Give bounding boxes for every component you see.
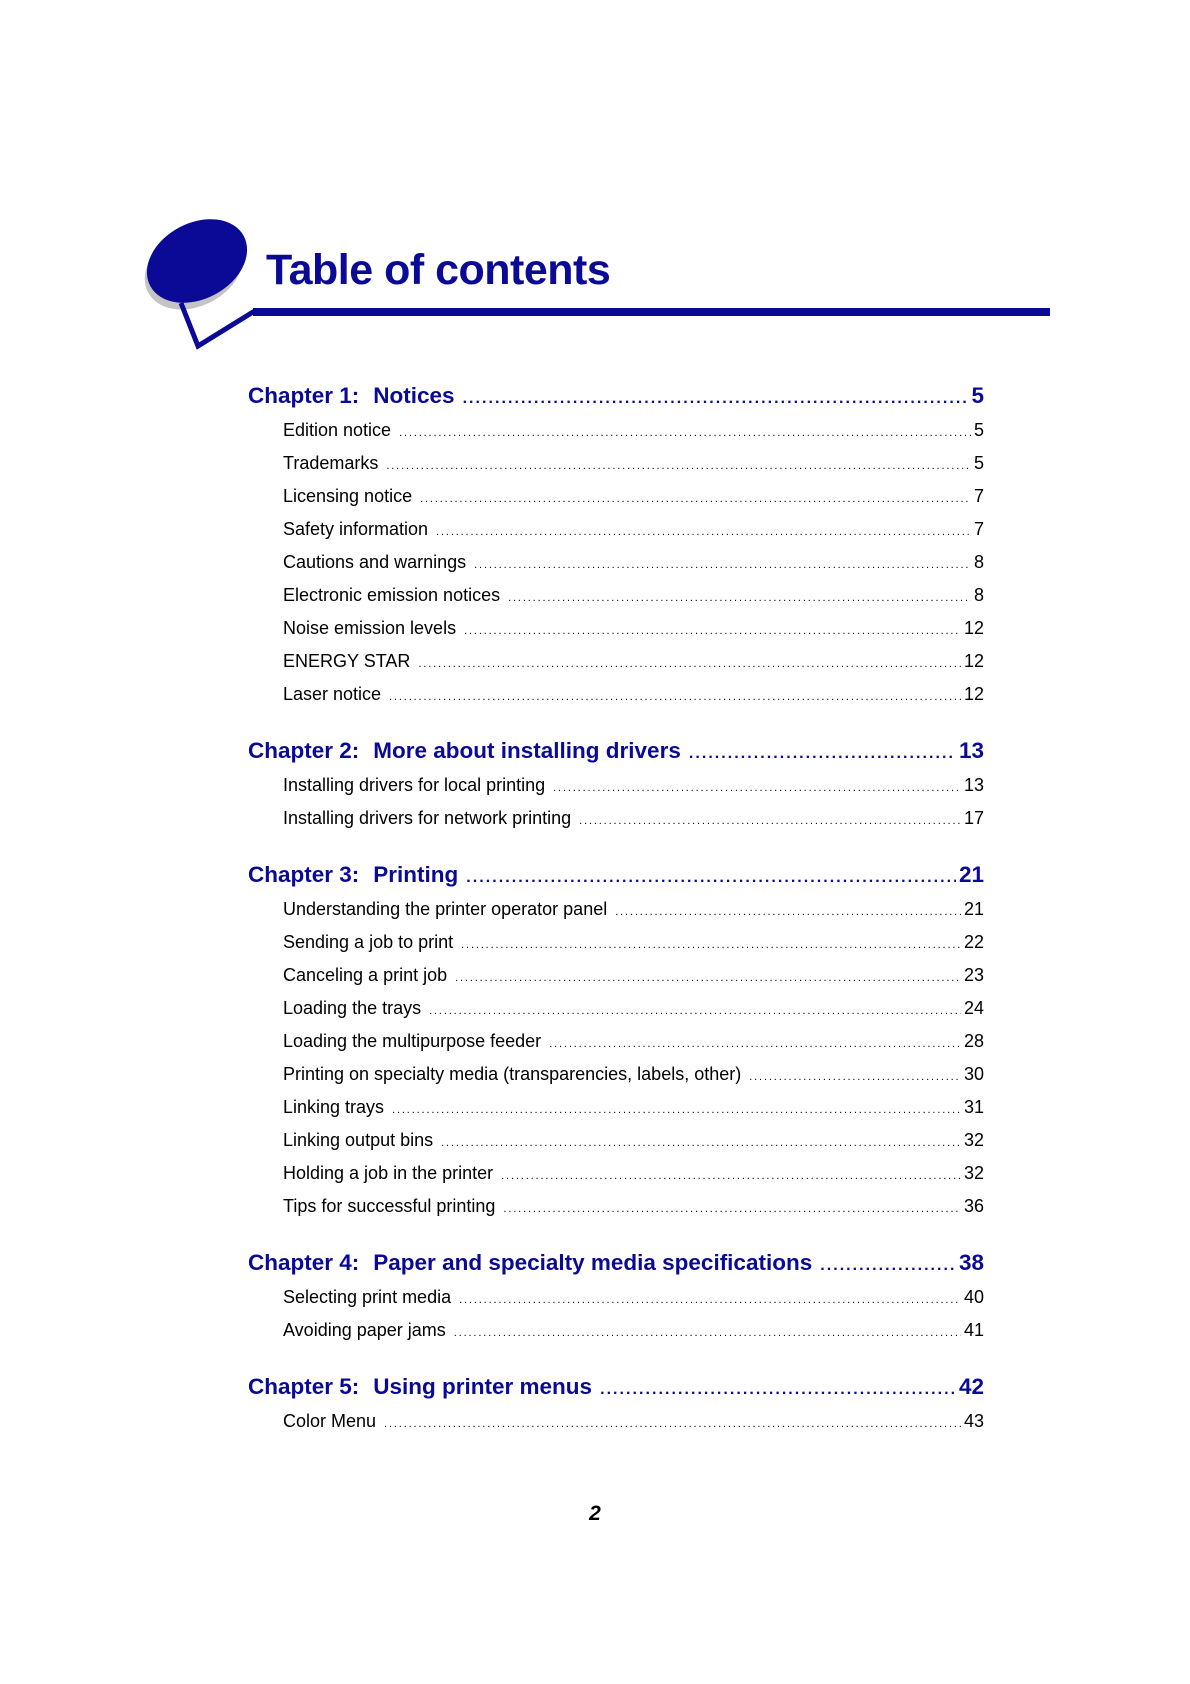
chapter-number: Chapter 5:	[248, 1374, 360, 1399]
toc-entry-link[interactable]	[248, 1314, 984, 1347]
chapter-label	[248, 1245, 820, 1281]
chapter-number: Chapter 3:	[248, 862, 360, 887]
entry-page: 7	[973, 519, 984, 539]
entry-page: 43	[963, 1411, 984, 1431]
entry-page: 5	[973, 420, 984, 440]
chapter-section	[248, 1369, 984, 1438]
entry-page: 8	[973, 585, 984, 605]
toc-entry-link[interactable]	[248, 480, 984, 513]
dot-leader	[420, 483, 971, 516]
entry-label: Electronic emission notices	[283, 585, 501, 605]
entry-label: Linking trays	[283, 1097, 385, 1117]
entry-label: Canceling a print job	[283, 965, 448, 985]
entry-page: 12	[963, 618, 984, 638]
entry-page: 23	[963, 965, 984, 985]
entry-page: 31	[963, 1097, 984, 1117]
chapter-title: Printing	[373, 862, 459, 887]
entry-label: Linking output bins	[283, 1130, 434, 1150]
entry-label: Loading the multipurpose feeder	[283, 1031, 542, 1051]
dot-leader	[501, 1160, 961, 1193]
chapter-title: Notices	[373, 383, 455, 408]
entry-label: Loading the trays	[283, 998, 422, 1018]
chapter-section	[248, 378, 984, 711]
toc-entry-link[interactable]	[248, 1025, 984, 1058]
dot-leader	[503, 1193, 961, 1226]
dot-leader	[455, 962, 961, 995]
entry-label: Laser notice	[283, 684, 382, 704]
toc-entry-link[interactable]	[248, 1058, 984, 1091]
chapter-heading-link[interactable]	[248, 1245, 984, 1281]
entry-label: Cautions and warnings	[283, 552, 467, 572]
dot-leader	[418, 648, 961, 681]
entry-page: 12	[963, 684, 984, 704]
dot-leader	[600, 1372, 956, 1408]
dot-leader	[749, 1061, 961, 1094]
chapter-title: More about installing drivers	[373, 738, 681, 763]
chapter-title: Using printer menus	[373, 1374, 593, 1399]
chapter-page: 13	[958, 738, 984, 763]
entry-page: 21	[963, 899, 984, 919]
chapter-number: Chapter 2:	[248, 738, 360, 763]
dot-leader	[549, 1028, 961, 1061]
chapter-section	[248, 857, 984, 1223]
chapter-label	[248, 1369, 600, 1405]
chapter-label	[248, 378, 463, 414]
chapter-heading-link[interactable]	[248, 857, 984, 893]
chapter-logo-graphic	[0, 0, 1190, 400]
dot-leader	[459, 1284, 961, 1317]
toc-entry-link[interactable]	[248, 546, 984, 579]
entry-label: Edition notice	[283, 420, 392, 440]
dot-leader	[615, 896, 961, 929]
chapter-label	[248, 733, 689, 769]
entry-page: 40	[963, 1287, 984, 1307]
toc-entry-link[interactable]	[248, 926, 984, 959]
dot-leader	[386, 450, 971, 483]
toc-entry-link[interactable]	[248, 893, 984, 926]
chapter-section	[248, 1245, 984, 1347]
dot-leader	[579, 805, 961, 838]
entry-page: 5	[973, 453, 984, 473]
entry-page: 24	[963, 998, 984, 1018]
chapter-section	[248, 733, 984, 835]
toc-entry-link[interactable]	[248, 959, 984, 992]
chapter-page: 42	[958, 1374, 984, 1399]
toc-entry-link[interactable]	[248, 992, 984, 1025]
entry-label: Tips for successful printing	[283, 1196, 496, 1216]
dot-leader	[392, 1094, 961, 1127]
toc-entry-link[interactable]	[248, 1124, 984, 1157]
entry-label: Holding a job in the printer	[283, 1163, 494, 1183]
entry-label: Color Menu	[283, 1411, 377, 1431]
entry-label: Avoiding paper jams	[283, 1320, 446, 1340]
entry-page: 41	[963, 1320, 984, 1340]
entry-label: Sending a job to print	[283, 932, 454, 952]
dot-leader	[429, 995, 961, 1028]
entry-label: Trademarks	[283, 453, 379, 473]
toc-entry-link[interactable]	[248, 414, 984, 447]
dot-leader	[466, 860, 956, 896]
dot-leader	[508, 582, 971, 615]
toc-entry-link[interactable]	[248, 1281, 984, 1314]
dot-leader	[461, 929, 961, 962]
toc-entry-link[interactable]	[248, 1405, 984, 1438]
toc-entry-link[interactable]	[248, 769, 984, 802]
chapter-number: Chapter 4:	[248, 1250, 360, 1275]
chapter-title: Paper and specialty media specifications	[373, 1250, 813, 1275]
chapter-number: Chapter 1:	[248, 383, 360, 408]
entry-page: 13	[963, 775, 984, 795]
page-title: Table of contents	[266, 246, 611, 294]
dot-leader	[436, 516, 971, 549]
entry-label: Installing drivers for network printing	[283, 808, 572, 828]
dot-leader	[454, 1317, 961, 1350]
dot-leader	[463, 381, 969, 417]
toc-entry-link[interactable]	[248, 645, 984, 678]
dot-leader	[474, 549, 971, 582]
entry-page: 36	[963, 1196, 984, 1216]
entry-page: 12	[963, 651, 984, 671]
toc-entry-link[interactable]	[248, 1091, 984, 1124]
toc-entry-link[interactable]	[248, 447, 984, 480]
entry-page: 32	[963, 1163, 984, 1183]
dot-leader	[689, 736, 956, 772]
toc-entry-link[interactable]	[248, 1157, 984, 1190]
entry-page: 7	[973, 486, 984, 506]
entry-label: Printing on specialty media (transparencies, labels, other)	[283, 1064, 742, 1084]
entry-label: Noise emission levels	[283, 618, 457, 638]
entry-page: 22	[963, 932, 984, 952]
toc-entry-link[interactable]	[248, 579, 984, 612]
entry-page: 17	[963, 808, 984, 828]
entry-label: ENERGY STAR	[283, 651, 411, 671]
dot-leader	[553, 772, 961, 805]
entry-label: Safety information	[283, 519, 429, 539]
dot-leader	[399, 417, 971, 450]
dot-leader	[464, 615, 961, 648]
toc-entry-link[interactable]	[248, 612, 984, 645]
chapter-page: 21	[958, 862, 984, 887]
entry-label: Understanding the printer operator panel	[283, 899, 608, 919]
toc-entry-link[interactable]	[248, 678, 984, 711]
entry-page: 32	[963, 1130, 984, 1150]
entry-page: 28	[963, 1031, 984, 1051]
entry-label: Installing drivers for local printing	[283, 775, 546, 795]
chapter-page: 38	[958, 1250, 984, 1275]
dot-leader	[441, 1127, 961, 1160]
chapter-heading-link[interactable]	[248, 1369, 984, 1405]
chapter-heading-link[interactable]	[248, 733, 984, 769]
toc-entry-link[interactable]	[248, 513, 984, 546]
chapter-label	[248, 857, 466, 893]
toc-entry-link[interactable]	[248, 802, 984, 835]
page-number: 2	[589, 1502, 601, 1525]
chapter-page: 5	[971, 383, 984, 408]
chapter-heading-link[interactable]	[248, 378, 984, 414]
table-of-contents	[248, 378, 984, 1460]
toc-entry-link[interactable]	[248, 1190, 984, 1223]
entry-page: 30	[963, 1064, 984, 1084]
entry-label: Licensing notice	[283, 486, 413, 506]
entry-page: 8	[973, 552, 984, 572]
dot-leader	[384, 1408, 961, 1441]
entry-label: Selecting print media	[283, 1287, 452, 1307]
dot-leader	[389, 681, 961, 714]
dot-leader	[820, 1248, 956, 1284]
